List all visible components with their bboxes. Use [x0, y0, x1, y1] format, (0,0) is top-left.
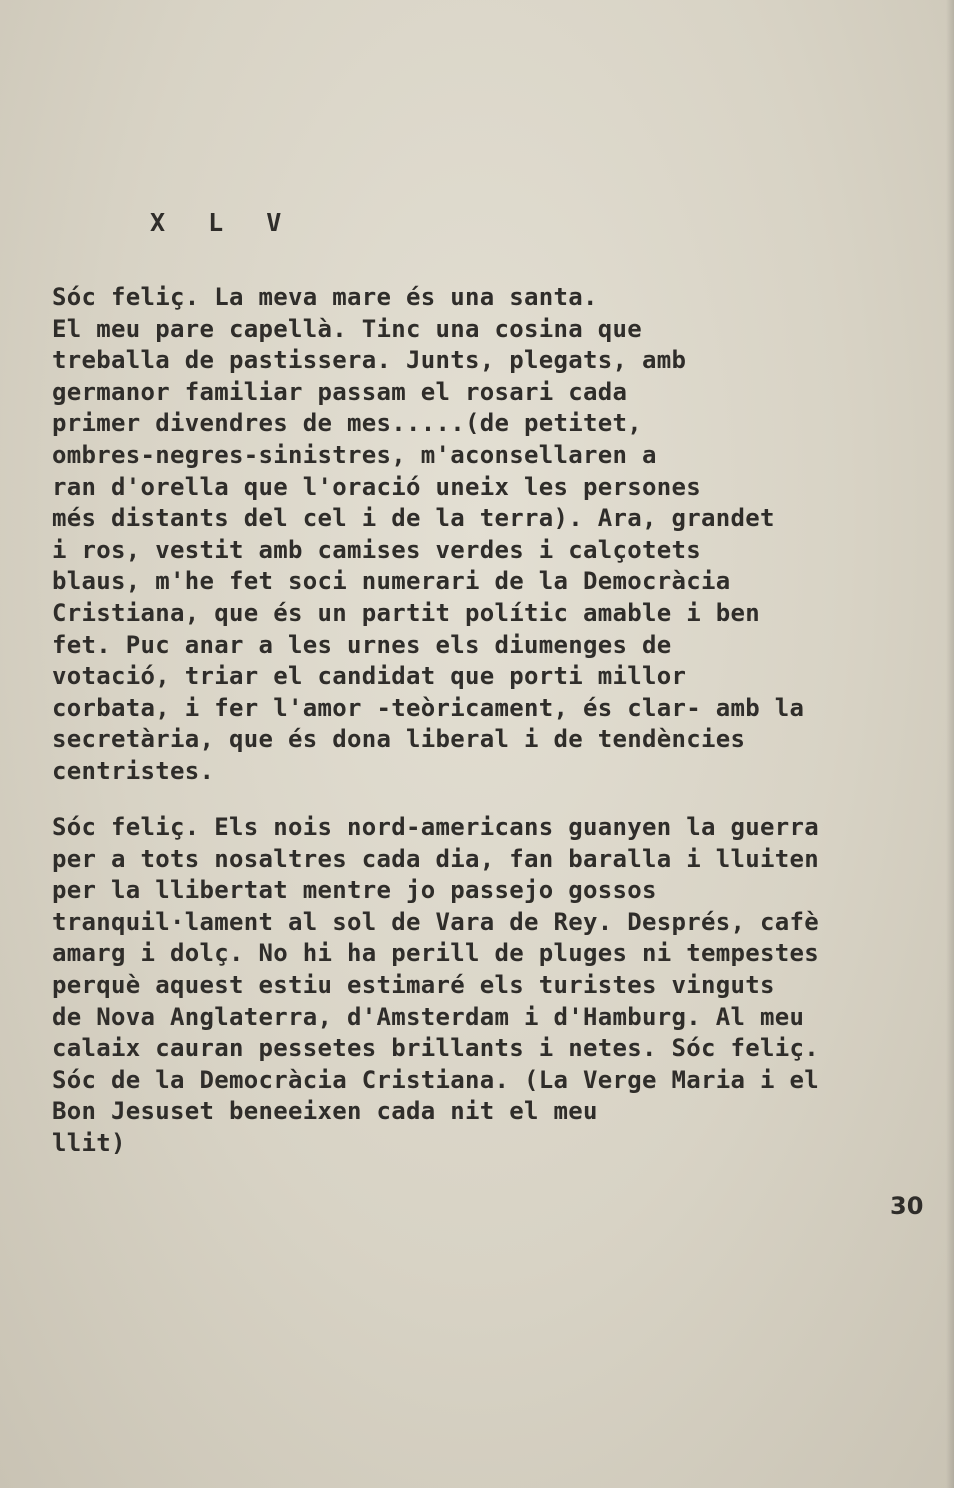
text-line: Sóc feliç. La meva mare és una santa. — [52, 283, 598, 311]
text-line: per a tots nosaltres cada dia, fan baralla i lluiten — [52, 844, 819, 873]
paragraph-1 — [52, 282, 922, 788]
chapter-heading: X L V — [150, 208, 296, 237]
text-line: secretària, que és dona liberal i de tendències — [52, 725, 746, 754]
page-number: 30 — [890, 1192, 924, 1220]
text-line: més distants del cel i de la terra). Ara, grandet — [52, 504, 775, 533]
text-line: ran d'orella que l'oració uneix les persones — [52, 472, 701, 501]
text-line: centristes. — [52, 756, 215, 785]
text-line: fet. Puc anar a les urnes els diumenges de — [52, 630, 672, 659]
text-line: i ros, vestit amb camises verdes i calçotets — [52, 535, 701, 564]
text-line: primer divendres de mes.....(de petitet, — [52, 409, 642, 438]
text-line: llit) — [52, 1128, 126, 1157]
text-line: votació, triar el candidat que porti millor — [52, 662, 687, 691]
text-line: ombres-negres-sinistres, m'aconsellaren a — [52, 440, 657, 469]
text-line: corbata, i fer l'amor -teòricament, és clar- amb la — [52, 693, 805, 722]
text-line: Sóc feliç. Els nois nord-americans guanyen la guerra — [52, 813, 819, 841]
text-line: perquè aquest estiu estimaré els turistes vinguts — [52, 970, 775, 999]
text-line: Bon Jesuset beneeixen cada nit el meu — [52, 1097, 598, 1126]
text-line: per la llibertat mentre jo passejo gossos — [52, 876, 657, 905]
text-line: treballa de pastissera. Junts, plegats, amb — [52, 346, 687, 375]
text-line: Sóc de la Democràcia Cristiana. (La Verge Maria i el — [52, 1065, 819, 1094]
text-line: El meu pare capellà. Tinc una cosina que — [52, 314, 642, 343]
text-line: de Nova Anglaterra, d'Amsterdam i d'Hamburg. Al meu — [52, 1002, 805, 1031]
text-line: germanor familiar passam el rosari cada — [52, 377, 628, 406]
text-line: blaus, m'he fet soci numerari de la Democràcia — [52, 567, 731, 596]
page-edge-shadow — [946, 0, 954, 1488]
paragraph-2 — [52, 812, 922, 1160]
text-line: calaix cauran pessetes brillants i netes. Sóc feliç. — [52, 1034, 819, 1063]
text-line: amarg i dolç. No hi ha perill de pluges ni tempestes — [52, 939, 819, 968]
text-line: Cristiana, que és un partit polític amable i ben — [52, 598, 760, 627]
text-line: tranquil·lament al sol de Vara de Rey. Després, cafè — [52, 907, 819, 936]
